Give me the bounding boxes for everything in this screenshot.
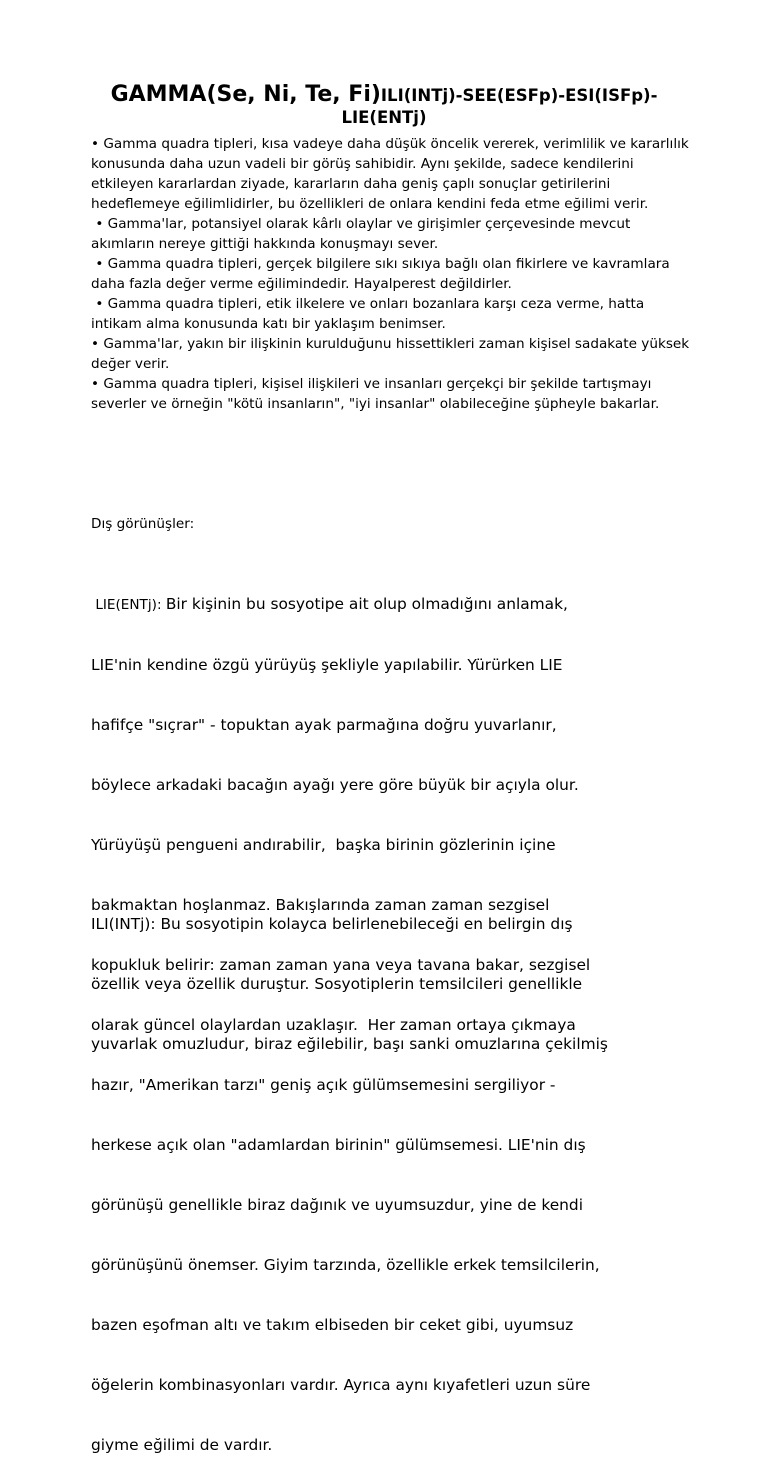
bullet-item: • Gamma'lar, potansiyel olarak kârlı olaylar ve girişimler çerçevesinde mevcut akımların nereye gittiği hakkında konuşmayı sever. <box>91 216 635 252</box>
document-title <box>0 84 768 129</box>
paragraph-line: olarak güncel olaylardan uzaklaşır. Her zaman ortaya çıkmaya <box>91 1016 576 1034</box>
ili-paragraph <box>91 874 691 1074</box>
paragraph-line: yuvarlak omuzludur, biraz eğilebilir, başı sanki omuzlarına çekilmiş <box>91 1035 608 1053</box>
bullet-item: • Gamma quadra tipleri, gerçek bilgilere sıkı sıkıya bağlı olan fikirlere ve kavramlara daha fazla değer verme eğilimindedir. Hayalperest değildirler. <box>91 256 675 292</box>
section-heading: Dış görünüşler: <box>91 516 195 532</box>
paragraph-line: hazır, "Amerikan tarzı" geniş açık gülümsemesini sergiliyor - <box>91 1076 556 1094</box>
paragraph-line: ILI(INTj): Bu sosyotipin kolayca belirlenebileceği en belirgin dış <box>91 915 573 933</box>
lie-lead: LIE(ENTj): <box>91 597 166 613</box>
bullet-list <box>91 134 694 414</box>
paragraph-line: Yürüyüşü pengueni andırabilir, başka birinin gözlerinin içine <box>91 836 556 854</box>
paragraph-line: bakmaktan hoşlanmaz. Bakışlarında zaman zaman sezgisel <box>91 896 550 914</box>
paragraph-line: bazen eşofman altı ve takım elbiseden bir ceket gibi, uyumsuz <box>91 1316 574 1334</box>
quadra-name: GAMMA(Se, Ni, Te, Fi) <box>110 82 381 107</box>
paragraph-line: Bir kişinin bu sosyotipe ait olup olmadığını anlamak, <box>165 595 568 613</box>
paragraph-line: görünüşü genellikle biraz dağınık ve uyumsuzdur, yine de kendi <box>91 1196 583 1214</box>
paragraph-line: giyme eğilimi de vardır. <box>91 1436 273 1454</box>
title-line-1 <box>0 84 768 107</box>
quadra-types: ILI(INTj)-SEE(ESFp)-ESI(ISFp)- <box>380 86 658 105</box>
title-line-2: LIE(ENTj) <box>341 108 427 127</box>
paragraph-line: herkese açık olan "adamlardan birinin" gülümsemesi. LIE'nin dış <box>91 1136 586 1154</box>
bullet-item: • Gamma quadra tipleri, kişisel ilişkileri ve insanları gerçekçi bir şekilde tartışmayı severler ve örneğin "kötü insanların", "iyi insanlar" olabileceğine şüpheyle bakarlar. <box>91 376 660 412</box>
paragraph-line: görünüşünü önemser. Giyim tarzında, özellikle erkek temsilcilerin, <box>91 1256 600 1274</box>
paragraph-line: kopukluk belirir: zaman zaman yana veya tavana bakar, sezgisel <box>91 956 591 974</box>
paragraph-line: LIE'nin kendine özgü yürüyüş şekliyle yapılabilir. Yürürken LIE <box>91 656 563 674</box>
bullet-item: • Gamma'lar, yakın bir ilişkinin kurulduğunu hissettikleri zaman kişisel sadakate yüksek değer verir. <box>91 336 694 372</box>
bullet-item: • Gamma quadra tipleri, etik ilkelere ve onları bozanlara karşı ceza verme, hatta intikam alma konusunda katı bir yaklaşım benimser. <box>91 296 649 332</box>
paragraph-line: özellik veya özellik duruştur. Sosyotiplerin temsilcileri genellikle <box>91 975 583 993</box>
bullet-item: • Gamma quadra tipleri, kısa vadeye daha düşük öncelik vererek, verimlilik ve kararlılık konusunda daha uzun vadeli bir görüş sahibidir. Aynı şekilde, sadece kendilerini etkileyen kararlardan ziyade, kararların daha geniş çaplı sonuçlar getirilerini hedeflemeye eğilimlidirler, bu özellikleri de onlara kendini feda etme eğilimi verir. <box>91 136 694 212</box>
paragraph-line: öğelerin kombinasyonları vardır. Ayrıca aynı kıyafetleri uzun süre <box>91 1376 591 1394</box>
paragraph-line: böylece arkadaki bacağın ayağı yere göre büyük bir açıyla olur. <box>91 776 579 794</box>
paragraph-line: hafifçe "sıçrar" - topuktan ayak parmağına doğru yuvarlanır, <box>91 716 557 734</box>
